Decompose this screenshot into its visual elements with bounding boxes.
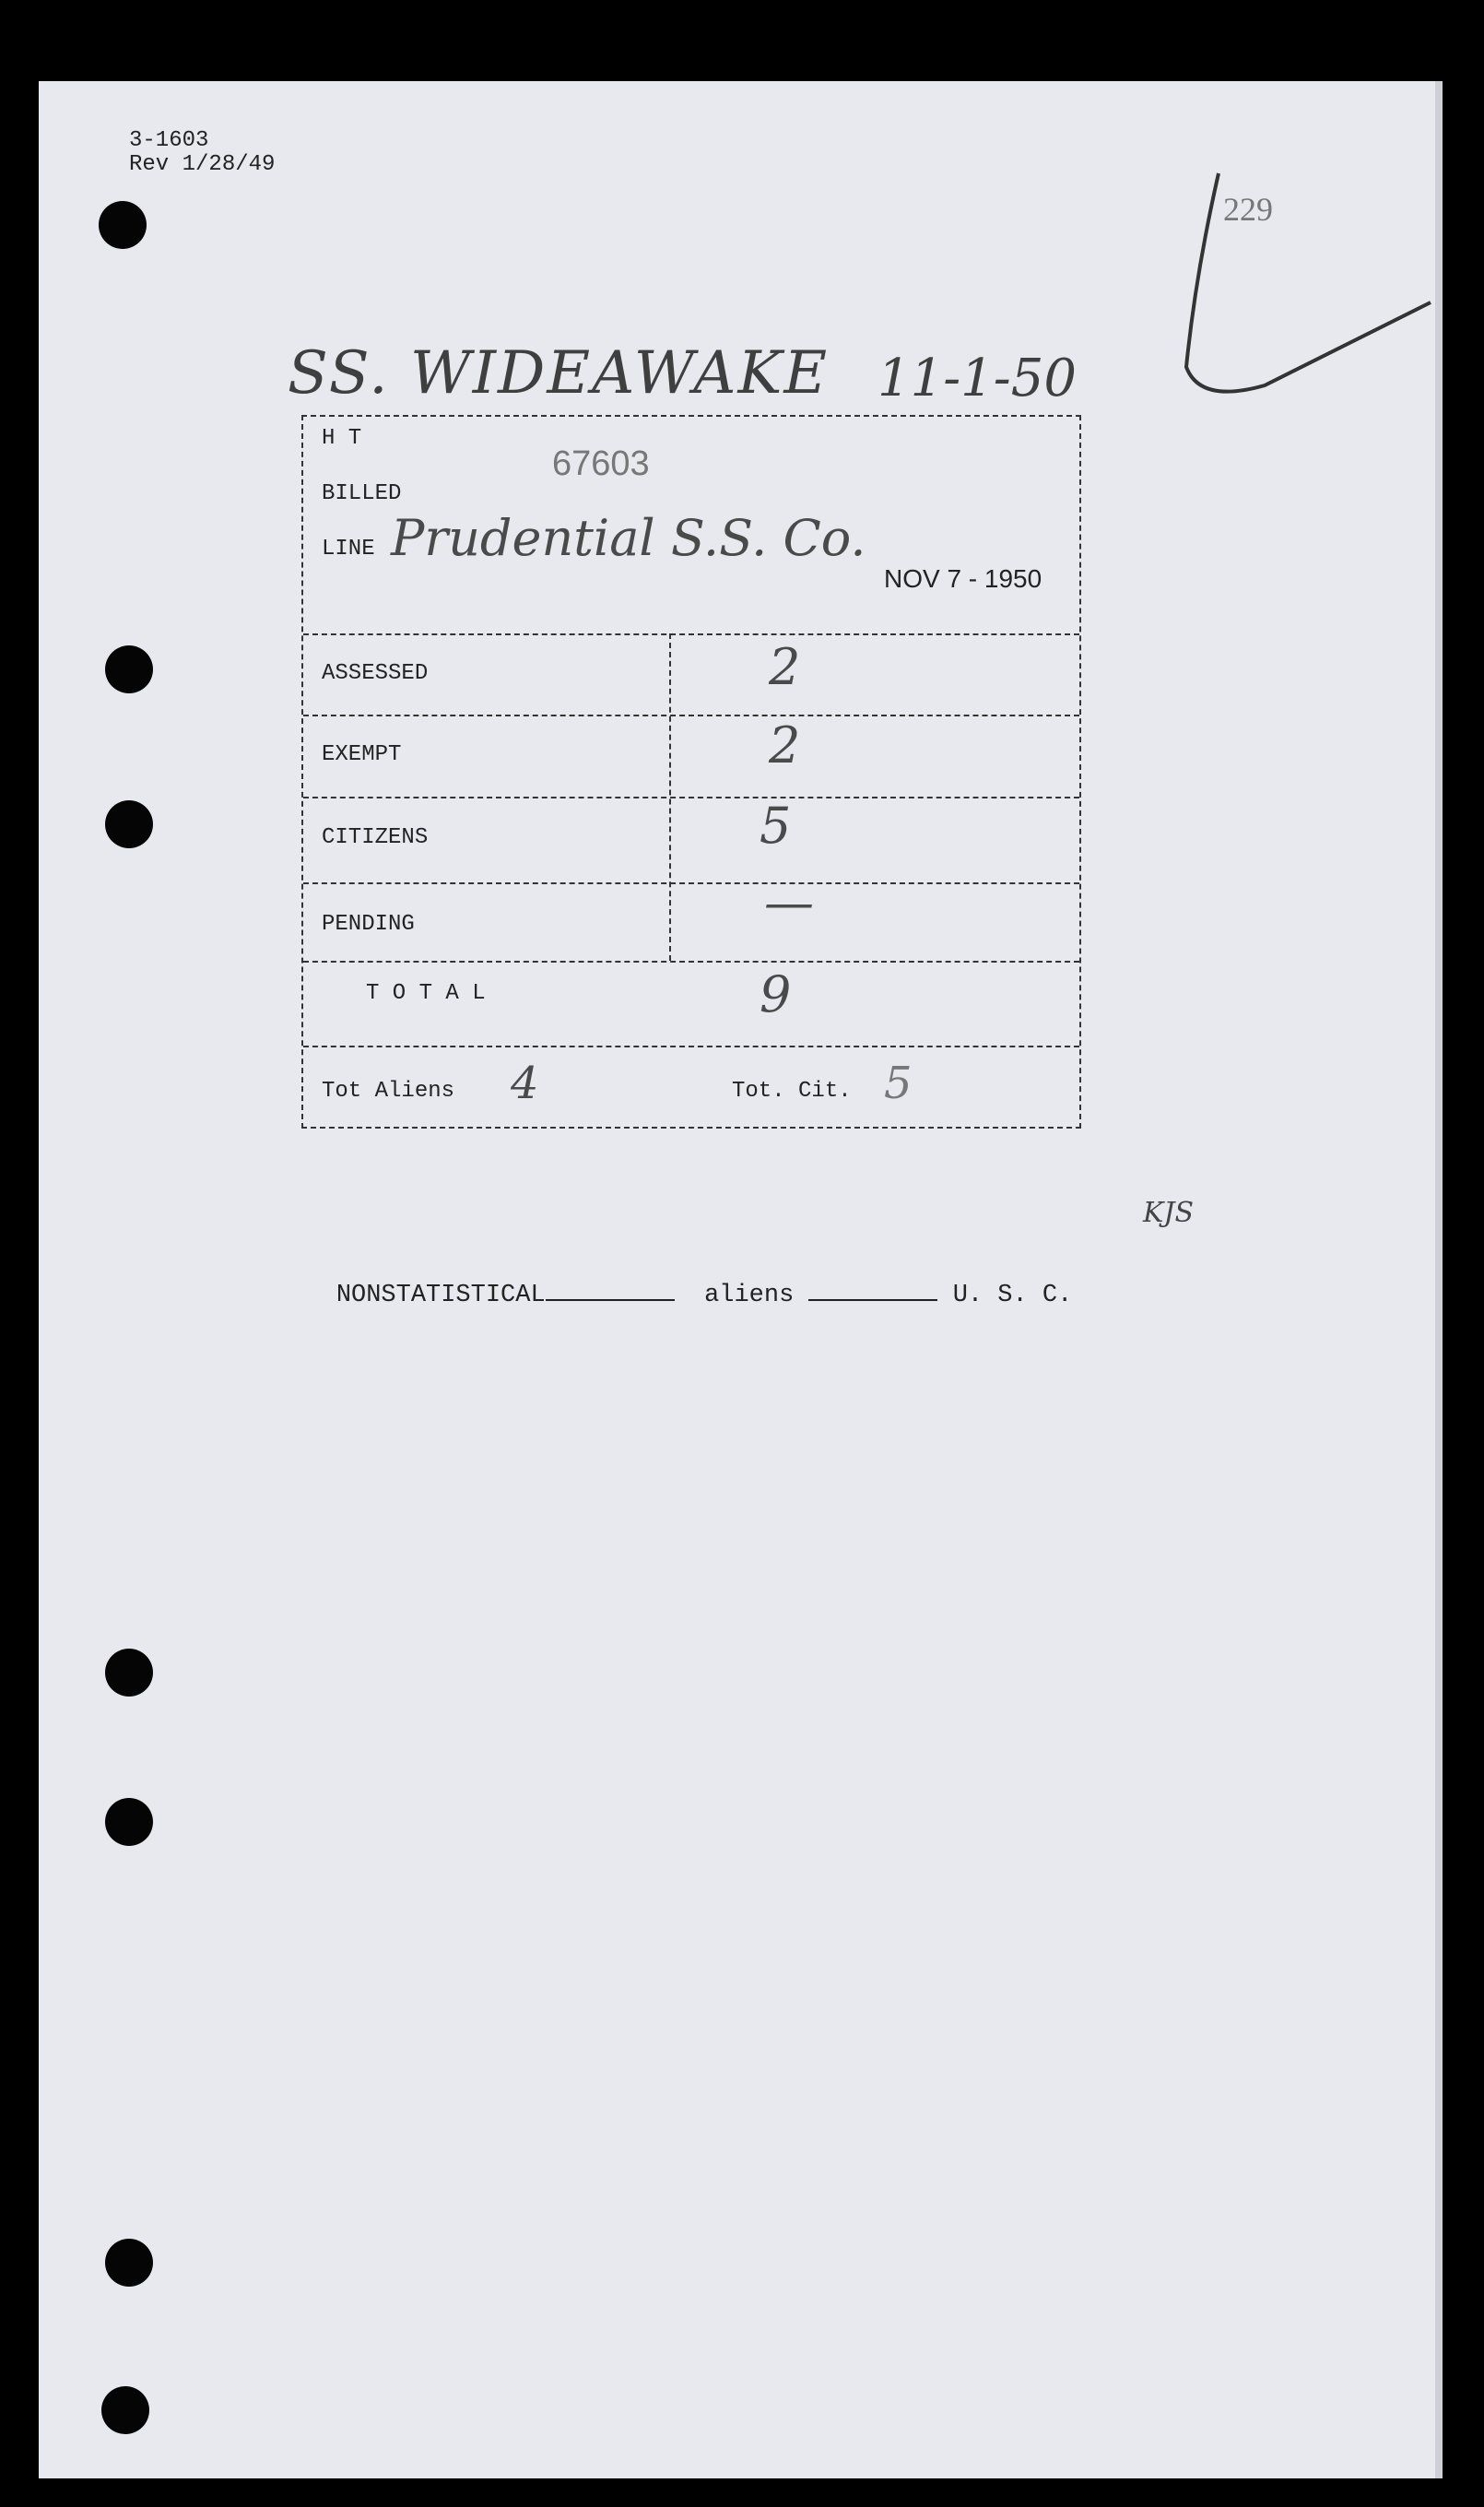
row-divider xyxy=(303,961,1079,963)
row-divider xyxy=(303,633,1079,635)
aliens-label: aliens xyxy=(704,1282,795,1309)
page-number: 229 xyxy=(1223,191,1273,228)
line-label: LINE xyxy=(322,537,375,562)
punch-hole xyxy=(105,800,153,848)
pending-value: — xyxy=(764,873,814,931)
form-revision: Rev 1/28/49 xyxy=(129,152,276,177)
nonstatistical-label: NONSTATISTICAL xyxy=(336,1282,546,1309)
ht-label: H T xyxy=(322,426,362,451)
form-code: 3-1603 xyxy=(129,128,209,153)
tot-cit-value: 5 xyxy=(884,1058,913,1109)
footer-line xyxy=(277,1254,1072,1337)
citizens-label: CITIZENS xyxy=(322,825,429,850)
citizens-value: 5 xyxy=(760,797,792,855)
punch-hole xyxy=(99,201,147,249)
punch-hole xyxy=(105,2239,153,2287)
form-code-block xyxy=(129,129,275,177)
exempt-label: EXEMPT xyxy=(322,742,402,767)
tot-cit-label: Tot. Cit. xyxy=(732,1079,852,1104)
number-stamp: 67603 xyxy=(552,444,650,483)
tot-aliens-label: Tot Aliens xyxy=(322,1079,455,1104)
reviewer-initials: KJS xyxy=(1143,1197,1194,1229)
manifest-summary-box xyxy=(301,415,1081,1129)
corner-mark xyxy=(1182,164,1458,468)
assessed-value: 2 xyxy=(769,638,801,696)
exempt-value: 2 xyxy=(769,716,801,775)
nonstatistical-blank xyxy=(546,1299,675,1301)
row-divider xyxy=(303,1046,1079,1047)
pending-label: PENDING xyxy=(322,912,415,937)
punch-hole xyxy=(105,645,153,693)
assessed-label: ASSESSED xyxy=(322,661,429,686)
vessel-date: 11-1-50 xyxy=(877,349,1077,408)
line-value: Prudential S.S. Co. xyxy=(391,509,866,567)
row-divider xyxy=(303,715,1079,716)
vessel-name: SS. WIDEAWAKE xyxy=(288,339,830,408)
total-label: T O T A L xyxy=(366,981,486,1006)
punch-hole xyxy=(105,1798,153,1846)
aliens-blank xyxy=(808,1299,937,1301)
form-page xyxy=(39,81,1443,2478)
punch-hole xyxy=(105,1649,153,1697)
punch-hole xyxy=(101,2386,149,2434)
usc-label: U. S. C. xyxy=(952,1282,1073,1309)
tot-aliens-value: 4 xyxy=(511,1058,539,1109)
total-value: 9 xyxy=(760,965,792,1023)
date-stamp: NOV 7 - 1950 xyxy=(884,564,1042,593)
row-divider xyxy=(303,797,1079,798)
row-divider xyxy=(303,882,1079,884)
billed-label: BILLED xyxy=(322,481,402,506)
